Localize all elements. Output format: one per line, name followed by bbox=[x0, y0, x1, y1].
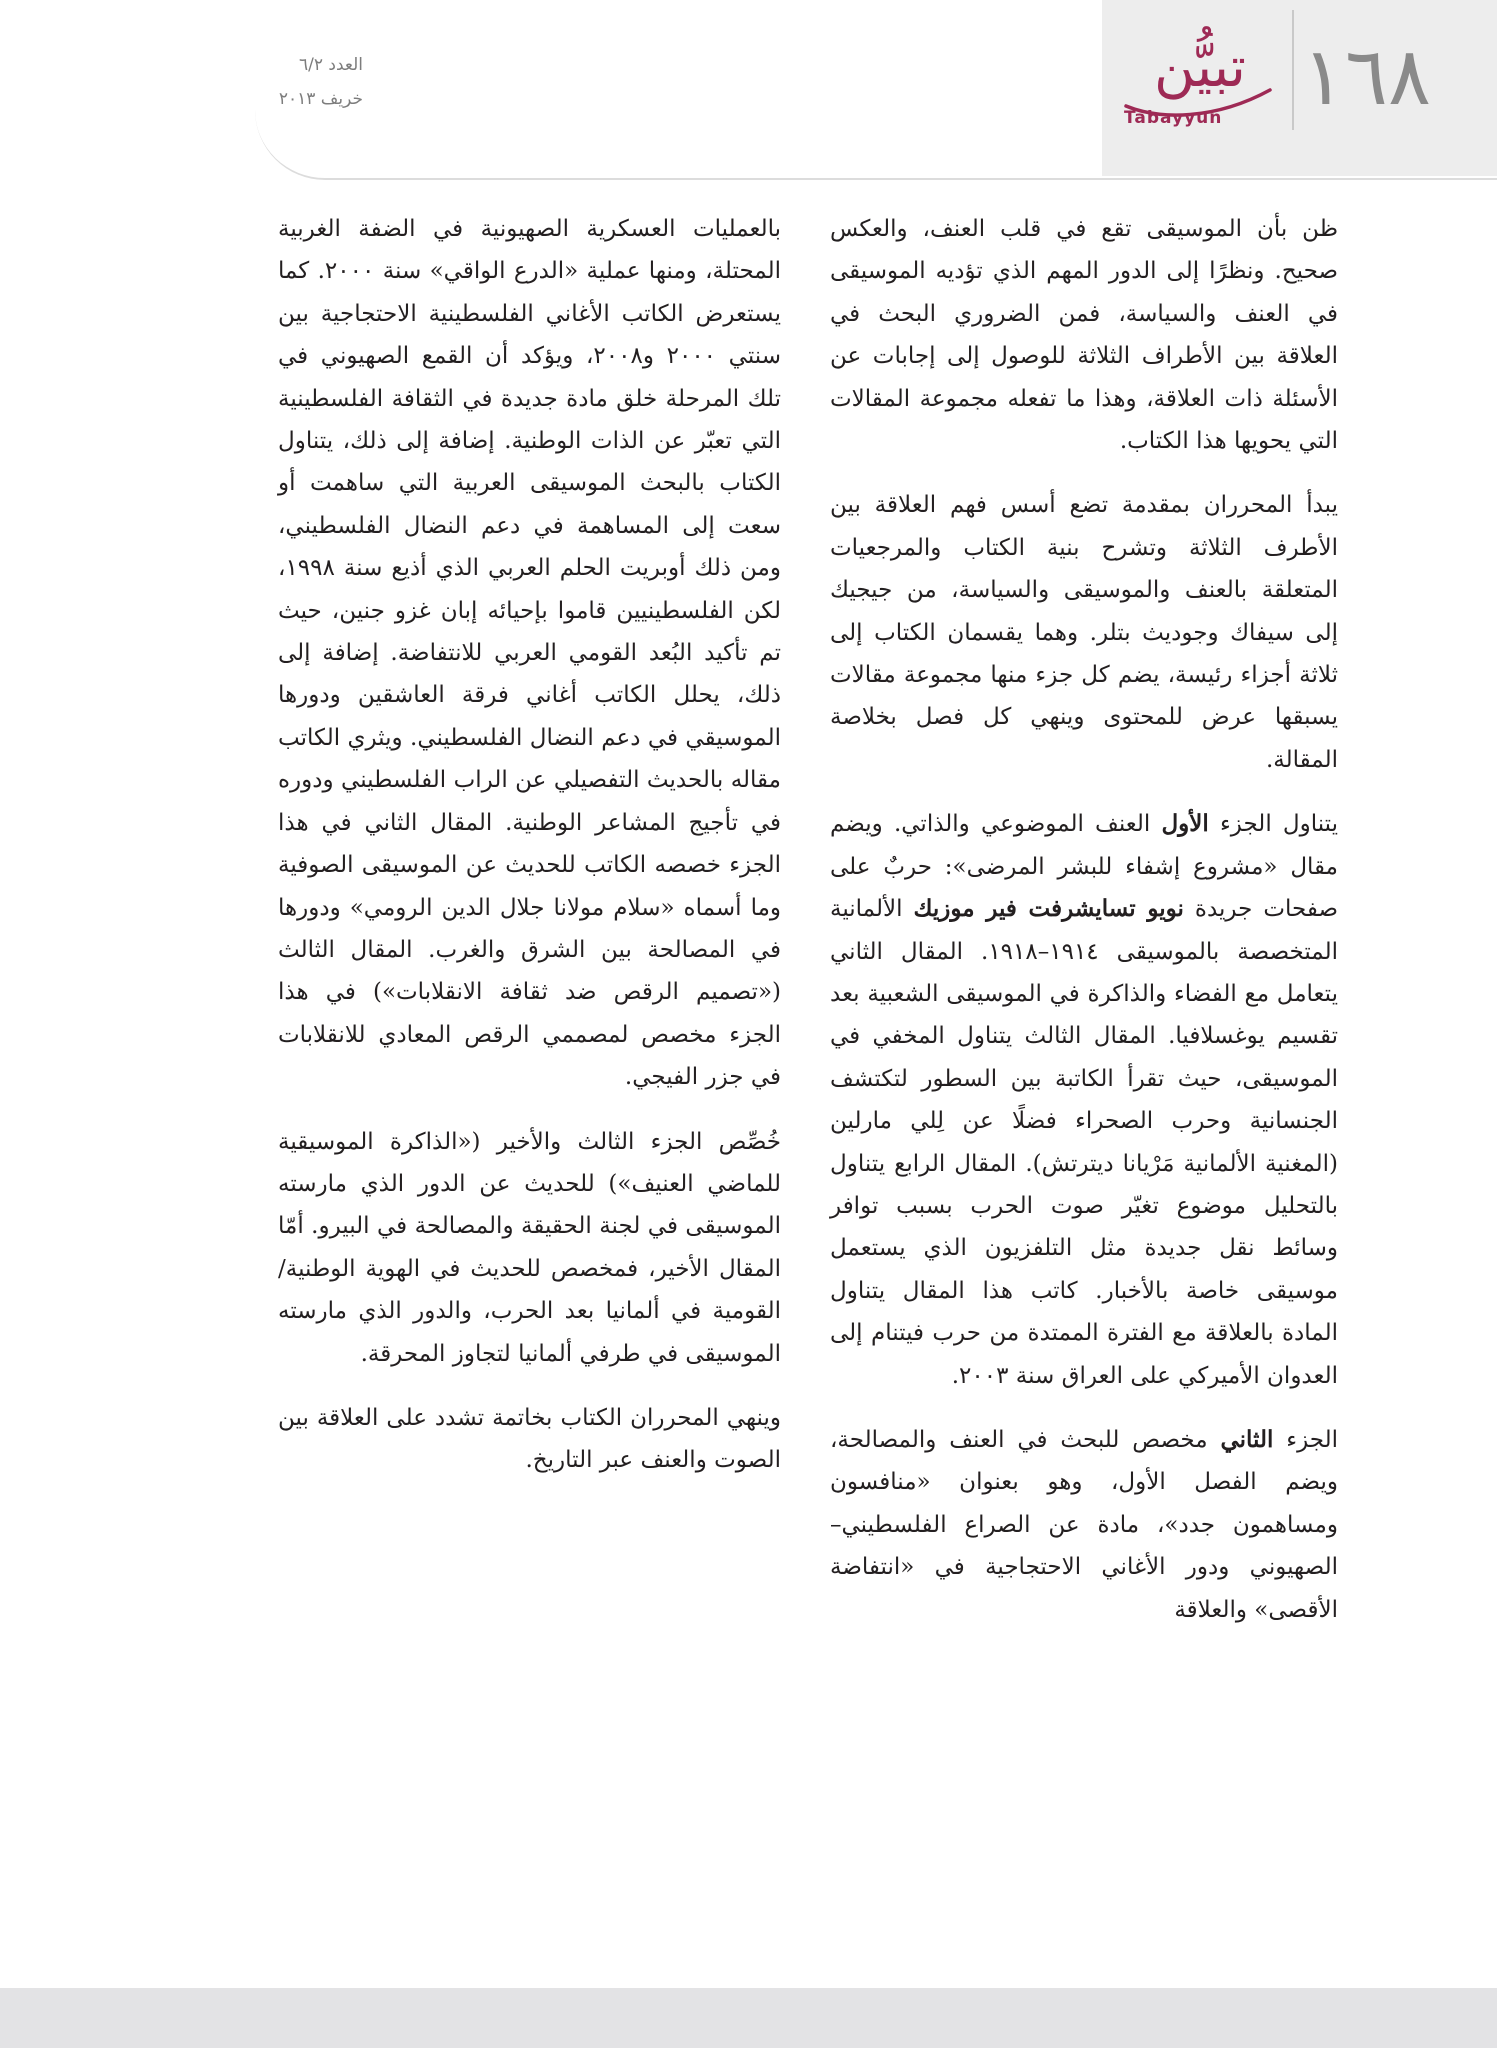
logo-arabic-wordmark: تبيُّن bbox=[1153, 35, 1246, 100]
paragraph: وينهي المحرران الكتاب بخاتمة تشدد على العلاقة بين الصوت والعنف عبر التاريخ. bbox=[278, 1404, 781, 1474]
issue-label: العدد ٦/٢ bbox=[298, 55, 363, 75]
paragraph-part-one bbox=[830, 803, 1338, 1397]
paragraph: بالعمليات العسكرية الصهيونية في الضفة الغربية المحتلة، ومنها عملية «الدرع الواقي» سنة ٢٠٠٠. كما يستعرض الكاتب الأغاني الفلسطينية الاحتجاجية بين سنتي ٢٠٠٠ و٢٠٠٨، ويؤكد أن القمع الصهيوني في تلك المرحلة خلق مادة جديدة في الثقافة الفلسطينية التي تعبّر عن الذات الوطنية. إضافة إلى ذلك، يتناول الكتاب بالبحث الموسيقى العربية التي ساهمت أو سعت إلى المساهمة في دعم النضال الفلسطيني، ومن ذلك أوبريت الحلم العربي الذي أذيع سنة ١٩٩٨، لكن الفلسطينيين قاموا بإحيائه إبان غزو جنين، حيث تم تأكيد البُعد القومي العربي للانتفاضة. إضافة إلى ذلك، يحلل الكاتب أغاني فرقة العاشقين ودورها الموسيقي في دعم النضال الفلسطيني. ويثري الكاتب مقاله بالحديث التفصيلي عن الراب الفلسطيني ودوره في تأجيج المشاعر الوطنية. المقال الثاني في هذا الجزء خصصه الكاتب للحديث عن الموسيقى الصوفية وما أسماه «سلام مولانا جلال الدين الرومي» ودورها في المصالحة بين الشرق والغرب. المقال الثالث («تصميم الرقص ضد ثقافة الانقلابات») في هذا الجزء مخصص لمصممي الرقص المعادي للانقلابات في جزر الفيجي. bbox=[278, 216, 781, 1091]
paragraph: ظن بأن الموسيقى تقع في قلب العنف، والعكس صحيح. ونظرًا إلى الدور المهم الذي تؤديه الموسيقى في العنف والسياسة، فمن الضروري البحث في العلاقة بين الأطراف الثلاثة للوصول إلى إجابات عن الأسئلة ذات العلاقة، وهذا ما تفعله مجموعة المقالات التي يحويها هذا الكتاب. bbox=[830, 216, 1338, 455]
bold-term: الثاني bbox=[1220, 1425, 1274, 1453]
journal-name: نويو تسايشرفت فير موزيك bbox=[913, 895, 1184, 923]
page-number: ١٦٨ bbox=[1302, 30, 1431, 123]
text-run: مخصص للبحث في العنف والمصالحة، ويضم الفصل الأول، وهو بعنوان «منافسون ومساهمون جدد»، مادة عن الصراع الفلسطيني–الصهيوني ودور الأغاني الاحتجاجية في «انتفاضة الأقصى» والعلاقة bbox=[830, 1426, 1338, 1623]
paragraph: يبدأ المحرران بمقدمة تضع أسس فهم العلاقة بين الأطرف الثلاثة وتشرح بنية الكتاب والمرجعيات المتعلقة بالعنف والموسيقى والسياسة، من جيجيك إلى سيفاك وجوديث بتلر. وهما يقسمان الكتاب إلى ثلاثة أجزاء رئيسة، يضم كل جزء منها مجموعة مقالات يسبقها عرض للمحتوى وينهي كل فصل بخلاصة المقالة. bbox=[830, 492, 1338, 773]
text-run: الألمانية المتخصصة بالموسيقى ١٩١٤–١٩١٨. المقال الثاني يتعامل مع الفضاء والذاكرة في الموسيقى الشعبية بعد تقسيم يوغسلافيا. المقال الثالث يتناول المخفي في الموسيقى، حيث تقرأ الكاتبة بين السطور لتكتشف الجنسانية وحرب الصحراء فضلًا عن لِلي مارلين (المغنية الألمانية مَرْيانا ديترتش). المقال الرابع يتناول بالتحليل موضوع تغيّر صوت الحرب بسبب توافر وسائط نقل جديدة مثل التلفزيون الذي يستعمل موسيقى خاصة بالأخبار. كاتب هذا المقال يتناول المادة بالعلاقة مع الفترة الممتدة من حرب فيتنام إلى العدوان الأميركي على العراق سنة ٢٠٠٣. bbox=[830, 896, 1338, 1389]
left-column bbox=[278, 208, 781, 1504]
right-column bbox=[830, 208, 1338, 1653]
text-run: الجزء bbox=[1273, 1426, 1339, 1453]
paragraph: خُصِّص الجزء الثالث والأخير («الذاكرة الموسيقية للماضي العنيف») للحديث عن الدور الذي مارسته الموسيقى في لجنة الحقيقة والمصالحة في البيرو. أمّا المقال الأخير، فمخصص للحديث في الهوية الوطنية/القومية في ألمانيا بعد الحرب، والدور الذي مارسته الموسيقى في طرفي ألمانيا لتجاوز المحرقة. bbox=[278, 1128, 781, 1367]
logo-latin-wordmark: Tabayyun bbox=[1124, 108, 1223, 128]
season-label: خريف ٢٠١٣ bbox=[278, 89, 363, 109]
tabayyun-logo bbox=[1120, 28, 1280, 138]
text-run: العنف الموضوعي والذاتي. ويضم مقال «مشروع إشفاء للبشر المرضى»: حربٌ على صفحات جريدة bbox=[830, 811, 1338, 923]
header-divider bbox=[1292, 10, 1294, 130]
text-run: يتناول الجزء bbox=[1208, 811, 1338, 838]
bold-term: الأول bbox=[1161, 810, 1209, 838]
footer-band bbox=[0, 1988, 1497, 2048]
issue-info bbox=[258, 48, 363, 116]
paragraph-part-two bbox=[830, 1419, 1338, 1631]
